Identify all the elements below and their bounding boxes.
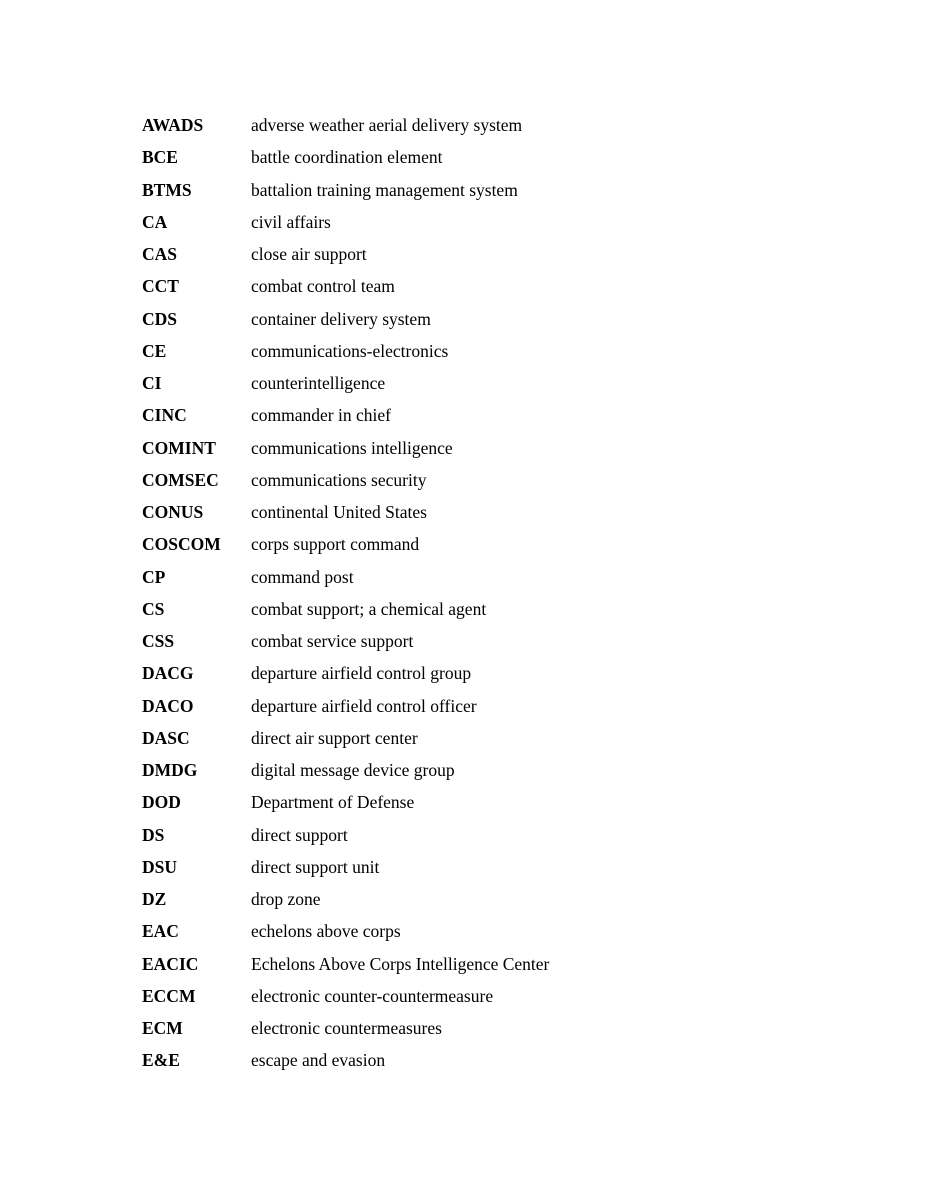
glossary-entry [142, 145, 842, 177]
glossary-term: DOD [142, 792, 181, 813]
glossary-entry [142, 565, 842, 597]
glossary-definition: electronic countermeasures [251, 1018, 442, 1038]
glossary-term: DACG [142, 663, 194, 684]
glossary-list [142, 113, 842, 1081]
glossary-entry [142, 790, 842, 822]
glossary-entry [142, 500, 842, 532]
glossary-entry [142, 532, 842, 564]
glossary-definition: corps support command [251, 534, 420, 555]
glossary-term: COMSEC [142, 469, 219, 490]
glossary-definition: escape and evasion [251, 1050, 386, 1071]
glossary-entry [142, 339, 842, 371]
glossary-definition: Echelons Above Corps Intelligence Center [251, 953, 550, 974]
glossary-definition: direct support unit [251, 856, 380, 877]
glossary-term: CI [142, 373, 162, 393]
glossary-entry [142, 468, 842, 500]
glossary-entry [142, 758, 842, 790]
glossary-term: ECCM [142, 985, 196, 1006]
glossary-definition: echelons above corps [251, 921, 401, 942]
glossary-definition: combat service support [251, 631, 414, 651]
glossary-term: E&E [142, 1050, 180, 1071]
glossary-definition: electronic counter-countermeasure [251, 985, 494, 1006]
glossary-entry [142, 307, 842, 339]
glossary-entry [142, 210, 842, 242]
glossary-entry [142, 178, 842, 210]
glossary-term: AWADS [142, 115, 204, 135]
glossary-definition: command post [251, 566, 354, 587]
glossary-term: DZ [142, 889, 167, 909]
glossary-definition: counterintelligence [251, 373, 386, 393]
glossary-definition: Department of Defense [251, 792, 415, 813]
glossary-definition: battle coordination element [251, 147, 443, 168]
glossary-term: DASC [142, 727, 190, 748]
glossary-term: CONUS [142, 502, 204, 522]
glossary-definition: commander in chief [251, 405, 391, 426]
glossary-definition: combat support; a chemical agent [251, 598, 487, 619]
glossary-definition: continental United States [251, 502, 427, 522]
glossary-term: COMINT [142, 437, 216, 458]
glossary-term: EAC [142, 921, 179, 942]
glossary-term: BTMS [142, 179, 192, 200]
glossary-term: DSU [142, 856, 178, 877]
glossary-definition: battalion training management system [251, 179, 518, 200]
glossary-term: DACO [142, 695, 194, 716]
glossary-entry [142, 855, 842, 887]
glossary-term: DS [142, 824, 165, 845]
glossary-entry [142, 952, 842, 984]
glossary-entry [142, 726, 842, 758]
glossary-entry [142, 919, 842, 951]
glossary-entry [142, 661, 842, 693]
glossary-entry [142, 403, 842, 435]
glossary-term: COSCOM [142, 534, 221, 555]
glossary-entry [142, 113, 842, 145]
glossary-term: CCT [142, 276, 179, 297]
glossary-term: CINC [142, 405, 187, 426]
glossary-entry [142, 597, 842, 629]
glossary-definition: drop zone [251, 889, 321, 909]
glossary-term: ECM [142, 1018, 183, 1038]
glossary-definition: close air support [251, 244, 367, 264]
glossary-term: CS [142, 598, 165, 619]
glossary-definition: digital message device group [251, 760, 455, 780]
glossary-term: CAS [142, 244, 178, 264]
glossary-term: CSS [142, 631, 175, 651]
glossary-term: DMDG [142, 760, 198, 780]
glossary-entry [142, 1016, 842, 1048]
glossary-term: CDS [142, 308, 178, 329]
glossary-definition: communications security [251, 469, 427, 490]
glossary-term: CP [142, 566, 166, 587]
glossary-definition: civil affairs [251, 211, 331, 232]
glossary-definition: communications-electronics [251, 340, 449, 361]
glossary-entry [142, 823, 842, 855]
glossary-definition: direct air support center [251, 727, 418, 748]
glossary-term: BCE [142, 147, 178, 168]
glossary-entry [142, 887, 842, 919]
glossary-definition: adverse weather aerial delivery system [251, 115, 523, 135]
glossary-definition: departure airfield control group [251, 663, 472, 684]
glossary-term: CA [142, 211, 168, 232]
glossary-definition: direct support [251, 824, 348, 845]
glossary-definition: container delivery system [251, 308, 431, 329]
glossary-term: CE [142, 340, 167, 361]
glossary-entry [142, 1048, 842, 1080]
glossary-term: EACIC [142, 953, 199, 974]
glossary-entry [142, 274, 842, 306]
glossary-definition: departure airfield control officer [251, 695, 477, 716]
glossary-entry [142, 242, 842, 274]
glossary-definition: communications intelligence [251, 437, 453, 458]
glossary-entry [142, 436, 842, 468]
glossary-entry [142, 629, 842, 661]
glossary-entry [142, 371, 842, 403]
glossary-definition: combat control team [251, 276, 395, 297]
glossary-entry [142, 984, 842, 1016]
glossary-entry [142, 694, 842, 726]
